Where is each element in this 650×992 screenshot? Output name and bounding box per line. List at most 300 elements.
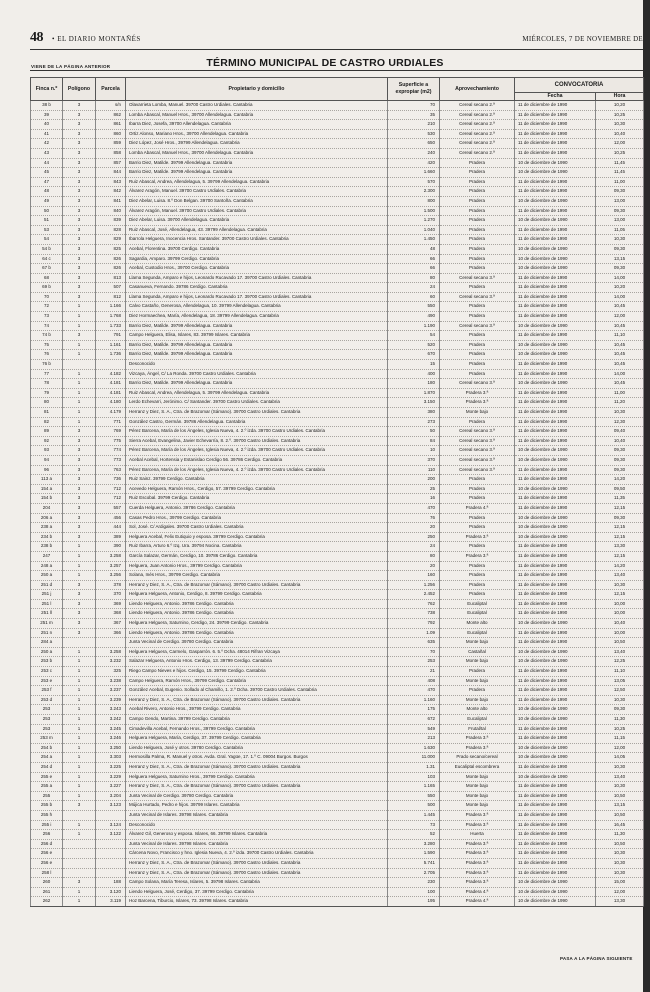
cell-propietario: Cimadevilla Acebal, Fernando Hros., 39799 Cerdigo. Cantabria [126,724,388,734]
cell-parcela: 3.256 [96,571,126,581]
cell-poligono: 1 [63,772,96,782]
cell-aprovechamiento: Cereal secano 3.ª [440,379,515,389]
cell-fecha: 10 de diciembre de 1990 [515,887,596,897]
cell-superficie: 10 [388,446,440,456]
cell-superficie: 103 [388,772,440,782]
cell-aprovechamiento: Cereal secano 2.ª [440,110,515,120]
cell-hora: 09,30 [596,244,644,254]
cell-poligono: 3 [63,264,96,274]
cell-aprovechamiento: Pradera [440,360,515,370]
cell-poligono: 3 [63,503,96,513]
cell-poligono: 1 [63,705,96,715]
cell-superficie: 76 [388,513,440,523]
cell-finca: 250 a [31,647,63,657]
cell-parcela: 3.237 [96,686,126,696]
cell-parcela: 791 [96,331,126,341]
cell-superficie: 110 [388,465,440,475]
cell-fecha: 10 de diciembre de 1990 [515,484,596,494]
cell-parcela: 712 [96,494,126,504]
cell-fecha: 10 de diciembre de 1990 [515,254,596,264]
table-row [31,283,644,293]
cell-poligono: 1 [63,830,96,840]
cell-propietario: Álvarez Aragón, Manuel. 39700 Castro Urdiales. Cantabria [126,206,388,216]
cell-poligono [63,858,96,868]
cell-parcela: 390 [96,542,126,552]
cell-fecha: 10 de diciembre de 1990 [515,264,596,274]
cell-hora: 09,50 [596,484,644,494]
cell-finca: 68 [31,273,63,283]
cell-superficie: 1.590 [388,849,440,859]
cell-propietario: Junta Vecinal de Islares. 39798 Islares. Cantabria [126,839,388,849]
cell-aprovechamiento: Monte alto [440,619,515,629]
cell-superficie: 50 [388,427,440,437]
cell-parcela: 3.225 [96,762,126,772]
cell-superficie: 570 [388,177,440,187]
cell-fecha: 11 de diciembre de 1990 [515,858,596,868]
cell-aprovechamiento: Pradera 3.ª [440,743,515,753]
cell-parcela [96,849,126,859]
table-row [31,532,644,542]
table-body [31,101,644,907]
table-row [31,897,644,907]
table-row [31,408,644,418]
cell-parcela: 3.124 [96,820,126,830]
table-row [31,446,644,456]
cell-propietario: Liendo Helguera, Antonio. 39786 Cerdigo. Cantabria [126,599,388,609]
cell-poligono: 1 [63,820,96,830]
cell-superficie: 3.150 [388,398,440,408]
cell-aprovechamiento: Frutal/tal [440,724,515,734]
cell-aprovechamiento: Pradera [440,590,515,600]
cell-parcela: 3.303 [96,753,126,763]
date-line: MIÉRCOLES, 7 DE NOVIEMBRE DE [522,35,643,43]
cell-hora: 09,30 [596,446,644,456]
cell-fecha: 11 de diciembre de 1990 [515,129,596,139]
cell-hora: 11,00 [596,388,644,398]
cell-hora: 11,10 [596,331,644,341]
table-row [31,292,644,302]
cell-poligono [63,868,96,878]
cell-fecha: 11 de diciembre de 1990 [515,148,596,158]
table-title: TÉRMINO MUNICIPAL DE CASTRO URDIALES [206,57,444,69]
cell-poligono: 3 [63,609,96,619]
cell-aprovechamiento: Pradera 3.ª [440,868,515,878]
cell-poligono: 3 [63,590,96,600]
cell-superficie: 195 [388,897,440,907]
cell-fecha: 11 de diciembre de 1990 [515,830,596,840]
table-row [31,551,644,561]
cell-hora: 09,30 [596,513,644,523]
cell-parcela: 843 [96,177,126,187]
cell-parcela: 826 [96,264,126,274]
cell-aprovechamiento: Pradera [440,177,515,187]
cell-poligono: 1 [63,408,96,418]
cell-propietario: Casas Pedro Hros., 39799 Cerdigo. Cantabria [126,513,388,523]
table-row [31,686,644,696]
cell-parcela: 3.238 [96,676,126,686]
cell-propietario: Ibarra Diez, Josefa, 39700 Allendelagua. Cantabria [126,120,388,130]
cell-propietario: Lomba Abascal, Manuel Hros., 39700 Allendelagua. Cantabria [126,110,388,120]
cell-finca: 255 i [31,820,63,830]
cell-fecha: 10 de diciembre de 1990 [515,753,596,763]
cell-superficie: 100 [388,887,440,897]
cell-hora: 12,30 [596,417,644,427]
cell-hora: 10,00 [596,628,644,638]
cell-superficie: 490 [388,312,440,322]
cell-superficie: 380 [388,408,440,418]
cell-fecha: 11 de diciembre de 1990 [515,571,596,581]
cell-superficie: 70 [388,647,440,657]
cell-fecha: 10 de diciembre de 1990 [515,446,596,456]
table-row [31,503,644,513]
cell-aprovechamiento: Cereal secano 2.ª [440,120,515,130]
cell-poligono: 3 [63,446,96,456]
table-row [31,244,644,254]
cell-fecha: 11 de diciembre de 1990 [515,312,596,322]
table-row [31,475,644,485]
cell-superficie: 25 [388,484,440,494]
cell-hora: 10,40 [596,436,644,446]
cell-poligono: 3 [63,465,96,475]
cell-propietario: Herranz y Diez, S. A., Ctra. de Brazomar (Sámano). 39700 Castro Urdiales. Cantabria [126,868,388,878]
cell-fecha: 11 de diciembre de 1990 [515,436,596,446]
cell-propietario: González Acebal, Eugenio. Sollado al Chamillo, 1. 2.º Dcha. 39700 Castro Urdiales. Cantabria [126,686,388,696]
table-row [31,350,644,360]
cell-fecha: 11 de diciembre de 1990 [515,110,596,120]
cell-aprovechamiento: Pradera 3.ª [440,839,515,849]
cell-finca: 253 [31,715,63,725]
cell-finca: 78 [31,379,63,389]
cell-parcela: 188 [96,878,126,888]
cell-aprovechamiento: Pradera [440,331,515,341]
cell-parcela: 859 [96,139,126,149]
cell-poligono: 3 [63,196,96,206]
cell-poligono: 1 [63,551,96,561]
table-row [31,868,644,878]
cell-poligono: 3 [63,101,96,111]
cell-poligono: 1 [63,350,96,360]
cell-fecha: 10 de diciembre de 1990 [515,772,596,782]
cell-parcela: 1.736 [96,350,126,360]
cell-finca: 255 h [31,810,63,820]
table-row [31,743,644,753]
cell-aprovechamiento: Pradera [440,206,515,216]
cell-poligono [63,360,96,370]
cell-fecha: 11 de diciembre de 1990 [515,465,596,475]
col-aprovechamiento: Aprovechamiento [440,78,515,101]
cell-parcela [96,839,126,849]
cell-aprovechamiento: Pradera [440,158,515,168]
cell-propietario: Llama Segunda, Amparo e hijos, Leonardo Rucavado 17. 39700 Castro Urdiales. Cantabria [126,292,388,302]
cell-superficie: 80 [388,551,440,561]
cell-hora: 10,45 [596,379,644,389]
cell-finca: 250 a [31,571,63,581]
cell-parcela: 3.242 [96,715,126,725]
cell-parcela: 3.120 [96,887,126,897]
cell-fecha: 11 de diciembre de 1990 [515,177,596,187]
cell-hora: 10,30 [596,120,644,130]
cell-superficie: 1.31 [388,762,440,772]
cell-fecha: 10 de diciembre de 1990 [515,647,596,657]
table-row [31,225,644,235]
cell-parcela [96,858,126,868]
cell-hora: 13,00 [596,216,644,226]
cell-propietario: Herranz y Diez, S. A., Ctra. de Brazomar (Sámano). 39700 Castro Urdiales. Cantabria [126,782,388,792]
cell-hora: 10,20 [596,101,644,111]
table-row [31,878,644,888]
cell-aprovechamiento: Cereal secano 3.ª [440,465,515,475]
cell-aprovechamiento: Monte bajo [440,676,515,686]
cell-aprovechamiento: Prado secano/cereal [440,753,515,763]
cell-superficie: 2.300 [388,187,440,197]
cell-superficie: 408 [388,676,440,686]
cell-hora: 10,30 [596,762,644,772]
cell-superficie: 2.705 [388,868,440,878]
cell-poligono: 3 [63,168,96,178]
cell-aprovechamiento: Monte bajo [440,695,515,705]
cell-propietario: Cárcena Novo, Francisco y hno. Iglesia Nueva, 4. 2.º izda. 39700 Castro Urdiales. Cantabria [126,849,388,859]
cell-poligono: 1 [63,647,96,657]
cell-hora: 12,00 [596,743,644,753]
cell-aprovechamiento: Huerta [440,830,515,840]
table-row [31,715,644,725]
cell-aprovechamiento: Pradera [440,484,515,494]
cell-poligono: 3 [63,110,96,120]
cell-fecha: 10 de diciembre de 1990 [515,350,596,360]
cell-superficie: 230 [388,878,440,888]
cell-finca: 41 [31,129,63,139]
continued-on-label: PASA A LA PÁGINA SIGUIENTE [560,956,633,961]
cell-finca: 80 [31,398,63,408]
cell-fecha: 11 de diciembre de 1990 [515,503,596,513]
cell-poligono: 1 [63,542,96,552]
cell-fecha: 11 de diciembre de 1990 [515,667,596,677]
cell-superficie: 1.190 [388,321,440,331]
table-row [31,695,644,705]
cell-hora: 10,30 [596,868,644,878]
cell-finca: 44 [31,158,63,168]
cell-hora: 11,35 [596,494,644,504]
cell-finca: 69 b [31,283,63,293]
cell-finca: 92 [31,436,63,446]
cell-propietario: Herranz y Diez, S. A., Ctra. de Brazomar (Sámano). 39700 Castro Urdiales. Cantabria [126,762,388,772]
cell-propietario: Acevedo Helguera, Ramón Hros., Cerdigo, 57. 39799 Cerdigo. Cantabria [126,484,388,494]
cell-propietario: Diez Abelar, Luisa. 8.º Don Belgan. 39700 Santoña. Cantabria [126,196,388,206]
table-row [31,753,644,763]
cell-propietario: Salazar Helguera, Antonio Hros. Cerdigo, 13. 39799 Cerdigo. Cantabria [126,657,388,667]
cell-finca: 113 a [31,475,63,485]
cell-aprovechamiento: Cereal secano 2.ª [440,148,515,158]
cell-aprovechamiento: Monte alto [440,705,515,715]
table-row [31,657,644,667]
cell-parcela: 860 [96,129,126,139]
cell-aprovechamiento: Pradera [440,196,515,206]
table-row [31,609,644,619]
cell-aprovechamiento: Pradera [440,340,515,350]
cell-aprovechamiento: Cereal secano 3.ª [440,436,515,446]
table-row [31,647,644,657]
cell-finca: 253 m [31,734,63,744]
cell-superficie: 1.040 [388,225,440,235]
cell-superficie: 253 [388,657,440,667]
table-row [31,667,644,677]
cell-superficie: 240 [388,148,440,158]
cell-aprovechamiento: Pradera 3.ª [440,878,515,888]
cell-parcela: 507 [96,283,126,293]
cell-poligono: 1 [63,686,96,696]
cell-finca: 251 ll [31,609,63,619]
cell-poligono: 1 [63,369,96,379]
cell-hora: 10,30 [596,695,644,705]
table-row [31,360,644,370]
cell-fecha: 11 de diciembre de 1990 [515,580,596,590]
cell-propietario: Helguera Acebal, Felix Eutiquio y esposa. 39799 Cerdigo. Cantabria [126,532,388,542]
cell-propietario: Desconocido [126,820,388,830]
cell-finca: 39 [31,110,63,120]
cell-parcela: 325 [96,667,126,677]
cell-parcela: 369 [96,599,126,609]
cell-superficie: 1.165 [388,782,440,792]
cell-aprovechamiento: Eucaliptal [440,609,515,619]
cell-hora: 11,15 [596,734,644,744]
cell-poligono: 3 [63,148,96,158]
cell-propietario: Diez Abelar, Luisa. 39700 Allendelagua. Cantabria [126,216,388,226]
cell-hora: 10,45 [596,350,644,360]
cell-fecha: 11 de diciembre de 1990 [515,734,596,744]
cell-superficie: 1.450 [388,235,440,245]
cell-hora: 14,00 [596,273,644,283]
cell-superficie: 66 [388,254,440,264]
col-superficie: Superficie a expropiar (m2) [388,78,440,101]
cell-finca: 238 b [31,542,63,552]
cell-hora: 10,45 [596,302,644,312]
cell-fecha: 11 de diciembre de 1990 [515,762,596,772]
cell-aprovechamiento: Cereal secano 3.ª [440,446,515,456]
cell-propietario: González Castro, Germán. 39786 Allendelagua. Cantabria [126,417,388,427]
cell-aprovechamiento: Pradera [440,283,515,293]
cell-fecha: 11 de diciembre de 1990 [515,542,596,552]
cell-finca: 253 c [31,667,63,677]
cell-parcela: 4.179 [96,408,126,418]
cell-superficie: 24 [388,542,440,552]
cell-superficie: 70 [388,101,440,111]
cell-propietario: Lerdo Echevarri, Jerónimo. C/ Santander. 39700 Castro Urdiales. Cantabria [126,398,388,408]
cell-aprovechamiento: Pradera [440,350,515,360]
cell-propietario: Helguera, Juan Antonio Hros., 39799 Cerdigo. Cantabria [126,561,388,571]
cell-finca: 206 a [31,513,63,523]
cell-finca: 40 [31,120,63,130]
cell-finca: 45 [31,168,63,178]
cell-fecha: 11 de diciembre de 1990 [515,820,596,830]
cell-finca: 254 b [31,743,63,753]
cell-parcela: 712 [96,484,126,494]
cell-parcela: 3.243 [96,705,126,715]
cell-superficie: 400 [388,369,440,379]
cell-finca: 154 a [31,484,63,494]
cell-fecha: 11 de diciembre de 1990 [515,225,596,235]
cell-hora: 11,30 [596,830,644,840]
cell-poligono: 1 [63,791,96,801]
cell-fecha: 11 de diciembre de 1990 [515,609,596,619]
cell-hora: 12,15 [596,503,644,513]
cell-propietario: García Salazar, Germán, Cerdigo, 10. 39786 Cerdigo. Cantabria [126,551,388,561]
cell-poligono: 3 [63,436,96,446]
table-row [31,187,644,197]
cell-poligono: 1 [63,398,96,408]
cell-propietario: Lomba Abascal, Manuel Hros., 39700 Allendelagua. Cantabria [126,148,388,158]
cell-superficie: 52 [388,830,440,840]
cell-aprovechamiento: Eucaliptal [440,628,515,638]
cell-aprovechamiento: Pradera [440,225,515,235]
cell-finca: 238 a [31,523,63,533]
table-row [31,168,644,178]
cell-propietario: Liendo Helguera, José y otros. 39780 Cerdigo. Cantabria [126,743,388,753]
cell-aprovechamiento: Pradera [440,168,515,178]
table-row [31,676,644,686]
cell-finca: 82 [31,417,63,427]
cell-propietario: Riego Campo Nieves e hijos. Cerdigo, 15. 39799 Cerdigo. Cantabria [126,667,388,677]
cell-propietario: Desconocido [126,360,388,370]
table-row [31,110,644,120]
cell-poligono: 3 [63,292,96,302]
cell-fecha: 11 de diciembre de 1990 [515,408,596,418]
table-row [31,887,644,897]
cell-parcela: 3.239 [96,695,126,705]
table-row [31,340,644,350]
cell-propietario: Junta Vecinal de Cerdigo. 39780 Cerdigo. Cantabria [126,638,388,648]
cell-hora: 10,50 [596,810,644,820]
cell-parcela: 840 [96,206,126,216]
cell-propietario: Llama Segunda, Amparo e hijos, Leonardo Rucavado 17. 39700 Castro Urdiales. Cantabria [126,273,388,283]
cell-hora: 12,25 [596,657,644,667]
cell-parcela: 378 [96,580,126,590]
table-row [31,830,644,840]
cell-fecha: 10 de diciembre de 1990 [515,321,596,331]
table-row [31,762,644,772]
cell-parcela: 774 [96,446,126,456]
cell-parcela: 3.122 [96,830,126,840]
cell-poligono: 3 [63,494,96,504]
cell-hora: 10,45 [596,321,644,331]
cell-fecha: 11 de diciembre de 1990 [515,417,596,427]
cell-hora: 10,40 [596,129,644,139]
cell-fecha: 11 de diciembre de 1990 [515,695,596,705]
cell-finca: 258 l [31,868,63,878]
cell-superficie: 180 [388,379,440,389]
cell-hora: 11,05 [596,225,644,235]
cell-parcela [96,638,126,648]
cell-finca: 251 j [31,590,63,600]
cell-superficie: 1.445 [388,810,440,820]
cell-propietario: Álvarez Aragón, Manuel. 39700 Castro Urdiales. Cantabria [126,187,388,197]
cell-hora: 12,00 [596,139,644,149]
cell-parcela: 1.733 [96,321,126,331]
table-row [31,839,644,849]
cell-poligono: 3 [63,120,96,130]
cell-finca: 64 c [31,254,63,264]
cell-propietario: Sol, José. C/ Ardigales. 39700 Castro Urdiales. Cantabria [126,523,388,533]
table-row [31,129,644,139]
title-rule [30,70,643,71]
cell-propietario: Hoz Barcena, Tiburcio, Islares, 73. 39798 Islares. Cantabria [126,897,388,907]
cell-fecha: 11 de diciembre de 1990 [515,551,596,561]
cell-finca: 72 [31,302,63,312]
cell-superficie: 210 [388,120,440,130]
cell-fecha: 11 de diciembre de 1990 [515,686,596,696]
cell-fecha: 10 de diciembre de 1990 [515,216,596,226]
cell-aprovechamiento: Pradera 4.ª [440,887,515,897]
cell-parcela: 857 [96,158,126,168]
